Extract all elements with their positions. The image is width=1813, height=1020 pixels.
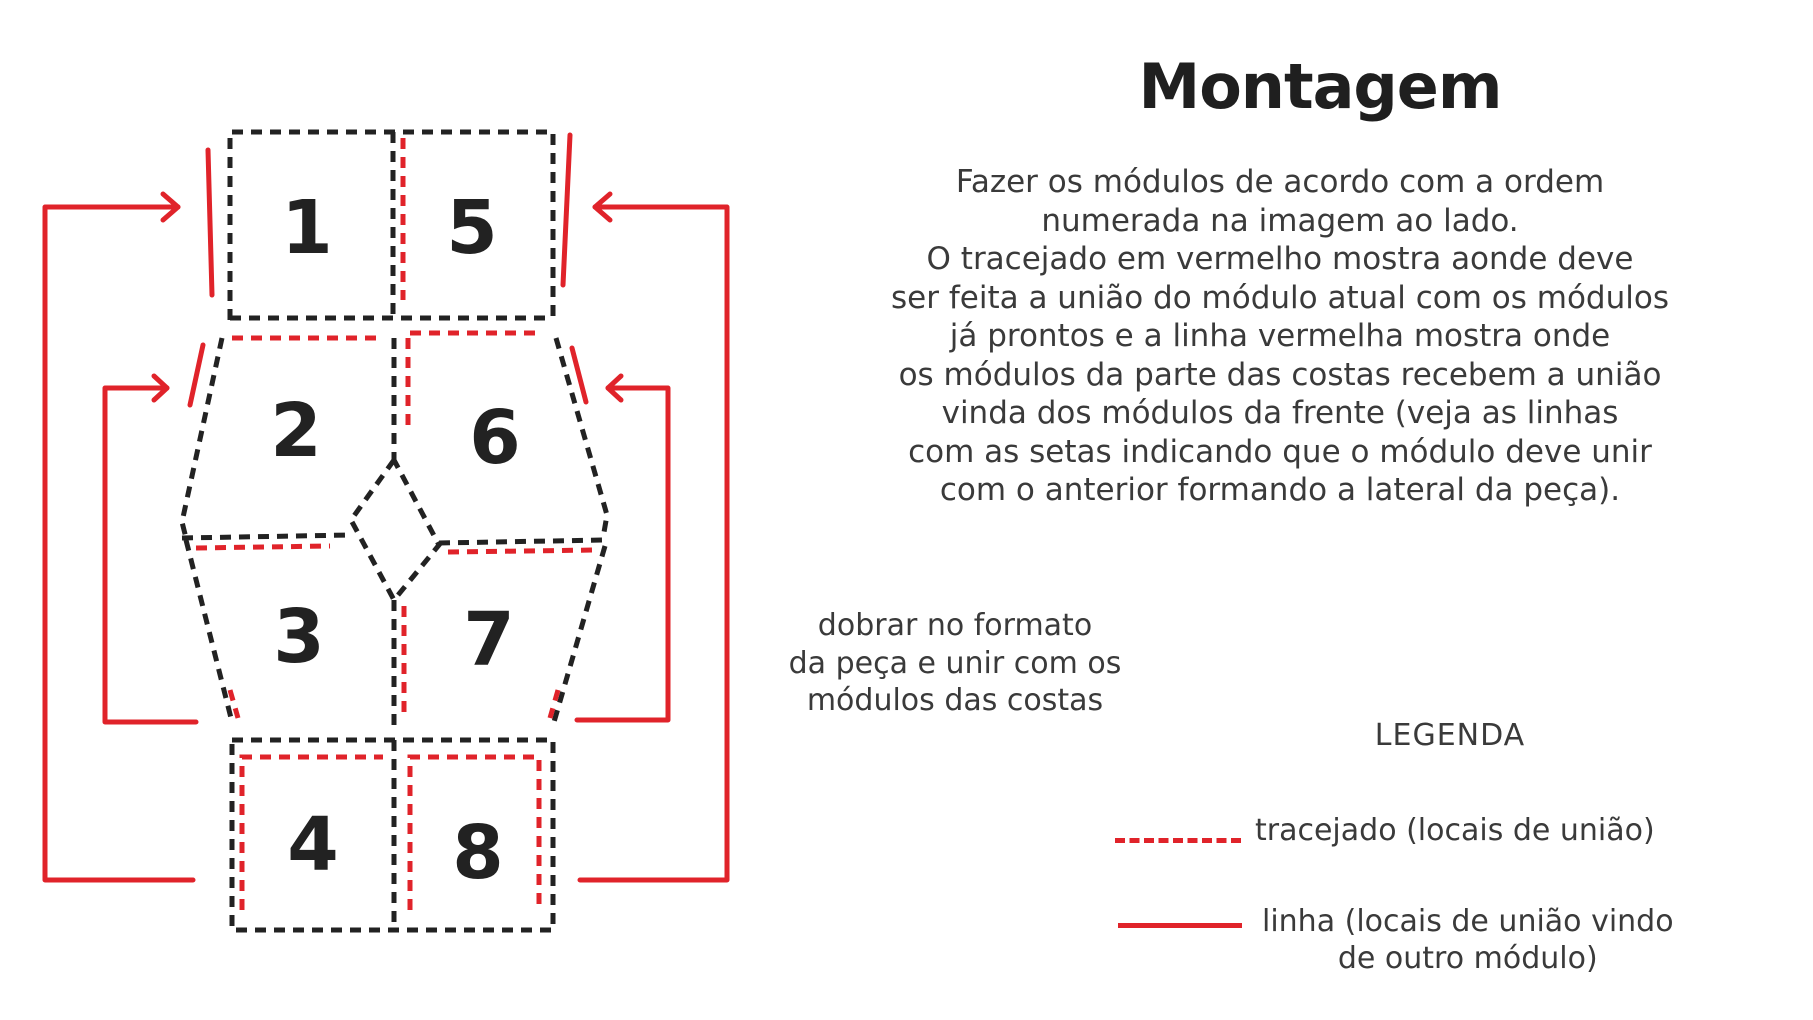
module-outlines	[182, 132, 607, 930]
module-number-3: 3	[273, 594, 325, 680]
arrow-7-to-6	[577, 388, 668, 720]
module-number-1: 1	[281, 185, 333, 271]
union-line-1	[208, 150, 212, 295]
module-number-8: 8	[452, 810, 504, 896]
legend-solid-label-line: de outro módulo)	[1337, 941, 1598, 976]
outline-row3-left-top	[182, 535, 351, 538]
module-number-2: 2	[270, 388, 322, 474]
module-number-6: 6	[469, 395, 521, 481]
fold-note-line: da peça e unir com os	[788, 645, 1122, 681]
outline-row3-left	[186, 540, 232, 722]
union-dash-7-top	[448, 550, 596, 552]
fold-note-line: dobrar no formato	[817, 608, 1093, 643]
union-dashes	[196, 138, 596, 910]
instructions-line: O tracejado em vermelho mostra aonde deve	[926, 241, 1634, 277]
outline-center-diamond	[351, 460, 439, 600]
outline-row3-right	[554, 546, 605, 722]
outline-row3-right-top	[439, 540, 605, 543]
fold-note-line: módulos das costas	[806, 683, 1104, 718]
instructions-line: ser feita a união do módulo atual com os módulos	[891, 279, 1669, 316]
instructions-line: já prontos e a linha vermelha mostra onde	[949, 318, 1611, 354]
fold-note	[745, 607, 1165, 720]
legend-title: LEGENDA	[1374, 718, 1526, 753]
instructions-line: Fazer os módulos de acordo com a ordem	[955, 164, 1605, 200]
outline-row2-left	[182, 338, 222, 538]
union-line-2	[190, 345, 203, 405]
module-number-4: 4	[287, 802, 339, 888]
instructions-line: numerada na imagem ao lado.	[1041, 202, 1519, 239]
instructions-line: vinda dos módulos da frente (veja as linhas	[941, 395, 1619, 431]
instructions-line: com as setas indicando que o módulo deve unir	[908, 433, 1652, 470]
arrow-3-to-2	[105, 388, 196, 722]
module-number-7: 7	[463, 597, 515, 683]
arrow-4-to-1	[45, 207, 193, 880]
legend-dashed-label: tracejado (locais de união)	[1255, 813, 1655, 848]
assembly-arrows	[45, 194, 727, 880]
legend-solid-label	[1262, 903, 1674, 977]
legend-dashed-swatch	[1115, 838, 1241, 843]
instructions-line: os módulos da parte das costas recebem a união	[898, 356, 1662, 393]
union-dash-3-top	[196, 546, 330, 548]
union-lines	[190, 135, 586, 405]
module-number-5: 5	[446, 185, 498, 271]
instructions-text	[790, 163, 1770, 510]
page-title: Montagem	[1138, 50, 1502, 123]
outline-row2-right	[556, 338, 607, 538]
legend-solid-label-line: linha (locais de união vindo	[1262, 904, 1674, 939]
arrow-8-to-5	[580, 207, 727, 880]
union-line-5	[563, 135, 570, 285]
legend-solid-swatch	[1118, 923, 1242, 928]
instructions-line: com o anterior formando a lateral da peça).	[939, 472, 1621, 508]
